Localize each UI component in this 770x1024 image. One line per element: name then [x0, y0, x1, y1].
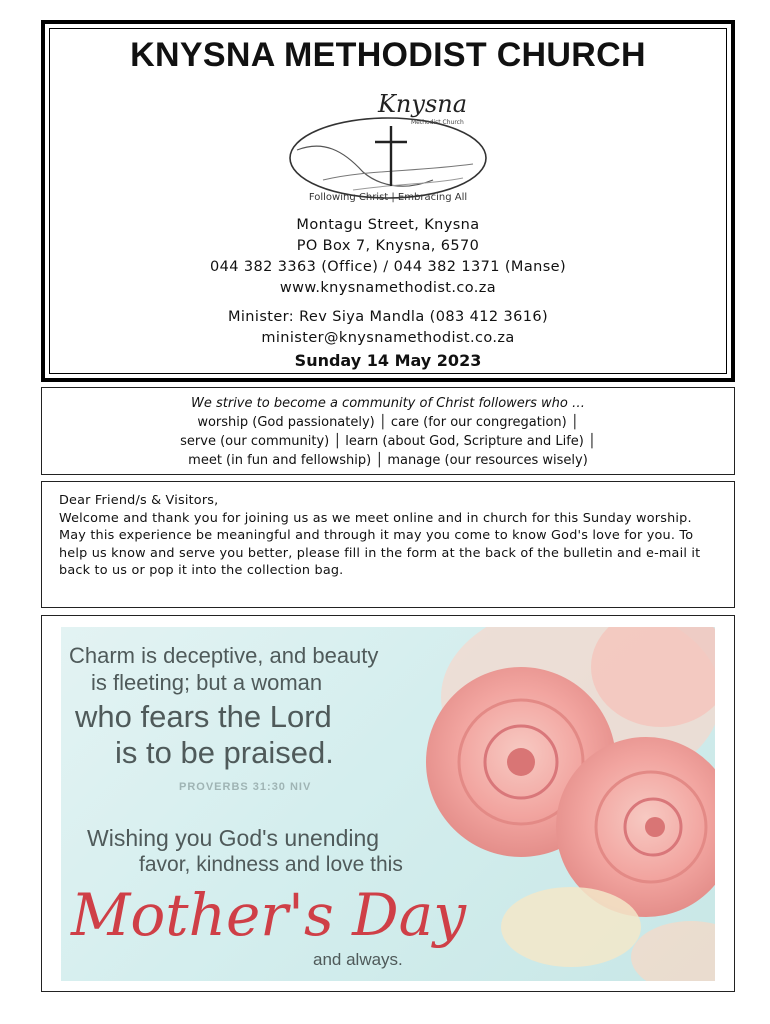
- minister: Minister: Rev Siya Mandla (083 412 3616): [227, 309, 549, 325]
- wish-line-2: favor, kindness and love this: [139, 853, 403, 876]
- minister-email: minister@knysnamethodist.co.za: [261, 330, 515, 346]
- church-header: [41, 20, 735, 382]
- church-name: KNYSNA METHODIST CHURCH: [130, 36, 646, 74]
- welcome-greeting: Dear Friend/s & Visitors,: [59, 493, 219, 508]
- address-line-2: PO Box 7, Knysna, 6570: [296, 238, 480, 254]
- quote-line-1: Charm is deceptive, and beauty: [69, 643, 379, 668]
- mothers-day-card: [61, 627, 715, 981]
- contact-details: [45, 215, 731, 349]
- wish-line-1: Wishing you God's unending: [87, 825, 380, 851]
- phone-numbers: 044 382 3363 (Office) / 044 382 1371 (Manse): [209, 259, 567, 275]
- address-line-1: Montagu Street, Knysna: [296, 217, 480, 233]
- logo-wordmark: Knysna: [378, 90, 468, 118]
- mission-statement: [41, 387, 735, 475]
- tagline: Following Christ | Embracing All: [308, 192, 468, 203]
- mothers-day-image-frame: [41, 615, 735, 992]
- quote-line-2: is fleeting; but a woman: [91, 670, 323, 695]
- mission-line-1: worship (God passionately) │ care (for our congregation) │: [197, 415, 579, 430]
- closing-text: and always.: [313, 950, 403, 969]
- service-date: Sunday 14 May 2023: [294, 351, 482, 370]
- quote-line-4: is to be praised.: [115, 735, 334, 770]
- scripture-reference: PROVERBS 31:30 NIV: [179, 781, 312, 793]
- logo-subtext: Methodist Church: [411, 119, 464, 126]
- mission-intro: We strive to become a community of Christ followers who …: [191, 396, 585, 411]
- mission-line-2: serve (our community) │ learn (about God, Scripture and Life) │: [180, 434, 596, 449]
- church-logo: [283, 80, 493, 210]
- mission-line-3: meet (in fun and fellowship) │ manage (our resources wisely): [188, 453, 588, 468]
- website: www.knysnamethodist.co.za: [279, 280, 497, 296]
- welcome-body: Welcome and thank you for joining us as we meet online and in church for this Sunday worship. May this experience be meaningful and through it may you come to know God's love for you. To help us know and serve you better, please fill in the form at the back of the bulletin and e-mail it back to us or pop it into the collection bag.: [59, 510, 701, 578]
- mothers-day-heading: Mother's Day: [71, 881, 467, 949]
- welcome-message: [41, 481, 735, 608]
- quote-line-3: who fears the Lord: [75, 699, 332, 734]
